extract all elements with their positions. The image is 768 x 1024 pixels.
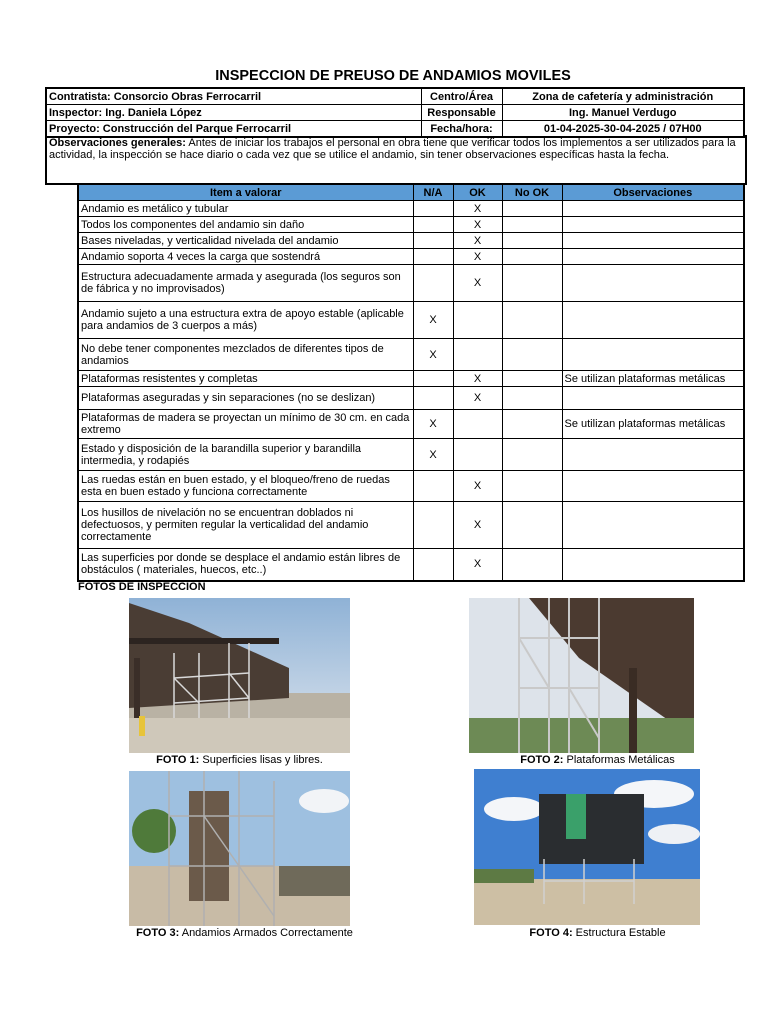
observation-cell (562, 233, 744, 249)
checklist-item-cell: Las superficies por donde se desplace el andamio están libres de obstáculos ( materiales, huecos, etc..) (78, 549, 413, 581)
observation-cell: Se utilizan plataformas metálicas (562, 371, 744, 387)
photo-3-tag: FOTO 3: (136, 927, 180, 939)
photo-2 (469, 598, 694, 753)
photo-4-caption (474, 927, 721, 939)
checklist-row (78, 249, 744, 265)
project-cell: Proyecto: Construcción del Parque Ferrocarril (46, 121, 421, 138)
ok-mark-cell: X (453, 549, 502, 581)
photo-2-text: Plataformas Metálicas (563, 754, 675, 766)
observation-cell (562, 265, 744, 302)
contractor-cell: Contratista: Consorcio Obras Ferrocarril (46, 88, 421, 105)
photo-4-text: Estructura Estable (572, 927, 666, 939)
checklist-row (78, 302, 744, 339)
na-mark-cell (413, 201, 453, 217)
header-row (46, 88, 744, 105)
checklist-item-cell: Estructura adecuadamente armada y asegurada (los seguros son de fábrica y no improvisados) (78, 265, 413, 302)
checklist-item-cell: Todos los componentes del andamio sin daño (78, 217, 413, 233)
ok-mark-cell: X (453, 201, 502, 217)
area-value: Zona de cafetería y administración (502, 88, 744, 105)
checklist-item-cell: Estado y disposición de la barandilla superior y barandilla intermedia, y rodapiés (78, 439, 413, 471)
na-mark-cell (413, 471, 453, 502)
ok-mark-cell: X (453, 502, 502, 549)
ok-mark-cell: X (453, 471, 502, 502)
photo-1-text: Superficies lisas y libres. (199, 754, 323, 766)
checklist-row (78, 265, 744, 302)
nok-mark-cell (502, 302, 562, 339)
photo-2-tag: FOTO 2: (520, 754, 564, 766)
nok-mark-cell (502, 387, 562, 410)
checklist-row (78, 410, 744, 439)
checklist-row (78, 502, 744, 549)
ok-mark-cell (453, 302, 502, 339)
nok-mark-cell (502, 549, 562, 581)
ok-mark-cell: X (453, 249, 502, 265)
header-row (46, 105, 744, 121)
checklist-table (77, 183, 745, 582)
observation-cell (562, 387, 744, 410)
nok-mark-cell (502, 265, 562, 302)
checklist-item-cell: No debe tener componentes mezclados de diferentes tipos de andamios (78, 339, 413, 371)
nok-mark-cell (502, 502, 562, 549)
photo-4-tag: FOTO 4: (529, 927, 573, 939)
ok-mark-cell: X (453, 233, 502, 249)
na-mark-cell (413, 549, 453, 581)
na-mark-cell: X (413, 339, 453, 371)
na-mark-cell (413, 217, 453, 233)
na-mark-cell: X (413, 302, 453, 339)
observation-cell: Se utilizan plataformas metálicas (562, 410, 744, 439)
na-mark-cell (413, 233, 453, 249)
photo-3-text: Andamios Armados Correctamente (179, 927, 353, 939)
na-mark-cell (413, 502, 453, 549)
photo-3 (129, 771, 350, 926)
observation-cell (562, 201, 744, 217)
photo-4 (474, 769, 700, 925)
responsible-value: Ing. Manuel Verdugo (502, 105, 744, 121)
inspector-cell: Inspector: Ing. Daniela López (46, 105, 421, 121)
checklist-item-cell: Las ruedas están en buen estado, y el bloqueo/freno de ruedas esta en buen estado y funciona correctamente (78, 471, 413, 502)
ok-mark-cell: X (453, 265, 502, 302)
observation-cell (562, 549, 744, 581)
observation-cell (562, 217, 744, 233)
nok-mark-cell (502, 471, 562, 502)
na-mark-cell: X (413, 439, 453, 471)
ok-mark-cell (453, 410, 502, 439)
observations-label: Observaciones generales: (49, 137, 186, 149)
nok-mark-cell (502, 439, 562, 471)
photos-section-label: FOTOS DE INSPECCIÓN (78, 581, 206, 593)
na-mark-cell (413, 249, 453, 265)
observation-cell (562, 502, 744, 549)
checklist-row (78, 217, 744, 233)
col-na-header: N/A (413, 184, 453, 201)
responsible-label: Responsable (421, 105, 502, 121)
ok-mark-cell: X (453, 371, 502, 387)
nok-mark-cell (502, 371, 562, 387)
checklist-item-cell: Andamio soporta 4 veces la carga que sostendrá (78, 249, 413, 265)
na-mark-cell: X (413, 410, 453, 439)
document-title: INSPECCION DE PREUSO DE ANDAMIOS MOVILES (215, 68, 571, 84)
na-mark-cell (413, 371, 453, 387)
checklist-row (78, 471, 744, 502)
checklist-body (78, 201, 744, 581)
col-ok-header: OK (453, 184, 502, 201)
checklist-row (78, 201, 744, 217)
header-table (45, 87, 745, 138)
nok-mark-cell (502, 249, 562, 265)
checklist-row (78, 339, 744, 371)
nok-mark-cell (502, 201, 562, 217)
photo-1-caption (129, 754, 350, 766)
nok-mark-cell (502, 217, 562, 233)
observations-text: Antes de iniciar los trabajos el personal en obra tiene que verificar todos los implementos a ser utilizados para la actividad, la inspección se hace diario o cada vez que se utilice el andamio, sin tener observaciones específicas hasta la fecha. (49, 137, 736, 161)
col-item-header: Item a valorar (78, 184, 413, 201)
ok-mark-cell: X (453, 387, 502, 410)
photo-3-caption (119, 927, 370, 939)
checklist-row (78, 439, 744, 471)
checklist-row (78, 233, 744, 249)
col-nok-header: No OK (502, 184, 562, 201)
ok-mark-cell (453, 439, 502, 471)
photo-2-caption (469, 754, 726, 766)
ok-mark-cell: X (453, 217, 502, 233)
date-label: Fecha/hora: (421, 121, 502, 138)
checklist-item-cell: Plataformas de madera se proyectan un mínimo de 30 cm. en cada extremo (78, 410, 413, 439)
na-mark-cell (413, 265, 453, 302)
checklist-item-cell: Los husillos de nivelación no se encuentran doblados ni defectuosos, y permiten regular la verticalidad del andamio correctamente (78, 502, 413, 549)
checklist-item-cell: Plataformas aseguradas y sin separaciones (no se deslizan) (78, 387, 413, 410)
nok-mark-cell (502, 339, 562, 371)
checklist-row (78, 549, 744, 581)
col-obs-header: Observaciones (562, 184, 744, 201)
checklist-header-row (78, 184, 744, 201)
checklist-item-cell: Bases niveladas, y verticalidad nivelada del andamio (78, 233, 413, 249)
nok-mark-cell (502, 410, 562, 439)
observation-cell (562, 302, 744, 339)
observation-cell (562, 439, 744, 471)
checklist-item-cell: Andamio es metálico y tubular (78, 201, 413, 217)
photo-1 (129, 598, 350, 753)
nok-mark-cell (502, 233, 562, 249)
checklist-item-cell: Plataformas resistentes y completas (78, 371, 413, 387)
general-observations (45, 135, 747, 185)
na-mark-cell (413, 387, 453, 410)
photo-1-tag: FOTO 1: (156, 754, 200, 766)
checklist-item-cell: Andamio sujeto a una estructura extra de apoyo estable (aplicable para andamios de 3 cuerpos a más) (78, 302, 413, 339)
observation-cell (562, 249, 744, 265)
checklist-row (78, 371, 744, 387)
observation-cell (562, 339, 744, 371)
date-value: 01-04-2025-30-04-2025 / 07H00 (502, 121, 744, 138)
ok-mark-cell (453, 339, 502, 371)
checklist-row (78, 387, 744, 410)
area-label: Centro/Área (421, 88, 502, 105)
observation-cell (562, 471, 744, 502)
